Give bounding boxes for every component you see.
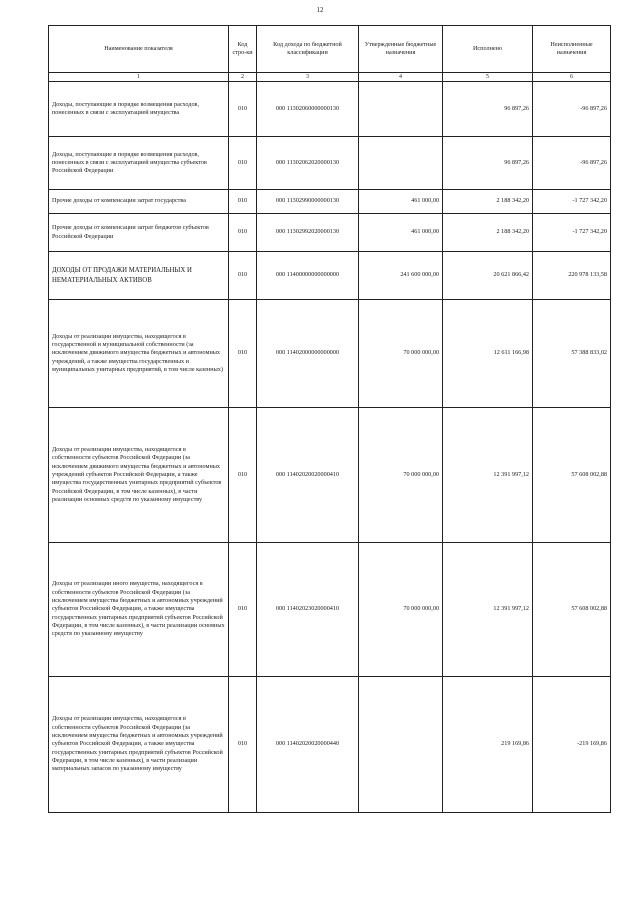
row-income-code: 000 11302992020000130 — [257, 214, 359, 252]
row-approved: 70 000 000,00 — [359, 543, 443, 677]
row-name: Доходы от реализации имущества, находящегося в государственной и муниципальной собственности (за исключением движимого имущества бюджетных и автономных учреждений, а также имущества государственных и муниципальных унитарных предприятий, в том числе казенных) — [49, 300, 229, 408]
column-number: 5 — [443, 73, 533, 82]
row-name: ДОХОДЫ ОТ ПРОДАЖИ МАТЕРИАЛЬНЫХ И НЕМАТЕРИАЛЬНЫХ АКТИВОВ — [49, 252, 229, 300]
table-row — [49, 82, 611, 137]
header-income-code: Код дохода по бюджетной классификации — [257, 26, 359, 73]
row-approved: 241 600 000,00 — [359, 252, 443, 300]
row-executed: 12 391 997,12 — [443, 408, 533, 543]
row-unexecuted: 220 978 133,58 — [533, 252, 611, 300]
row-unexecuted: 57 388 833,02 — [533, 300, 611, 408]
row-line-code: 010 — [229, 252, 257, 300]
row-name: Прочие доходы от компенсации затрат бюджетов субъектов Российской Федерации — [49, 214, 229, 252]
row-line-code: 010 — [229, 677, 257, 813]
row-approved — [359, 137, 443, 190]
column-number: 6 — [533, 73, 611, 82]
row-approved: 461 000,00 — [359, 214, 443, 252]
row-executed: 20 621 866,42 — [443, 252, 533, 300]
row-name: Доходы от реализации иного имущества, находящегося в собственности субъектов Российской Федерации (за исключением имущества бюджетных и автономных учреждений субъектов Российской Федерации, а также имущества государственных унитарных предприятий субъектов Российской Федерации, в том числе казенных), в части реализации основных средств по указанному имуществу — [49, 543, 229, 677]
row-unexecuted: 57 608 002,88 — [533, 543, 611, 677]
row-unexecuted: -96 897,26 — [533, 137, 611, 190]
row-approved: 70 000 000,00 — [359, 408, 443, 543]
row-executed: 96 897,26 — [443, 137, 533, 190]
header-row — [49, 26, 611, 73]
table-row — [49, 677, 611, 813]
row-unexecuted: -96 897,26 — [533, 82, 611, 137]
table-row — [49, 137, 611, 190]
table-row — [49, 543, 611, 677]
row-line-code: 010 — [229, 408, 257, 543]
row-approved — [359, 677, 443, 813]
table-row — [49, 300, 611, 408]
row-unexecuted: 57 608 002,88 — [533, 408, 611, 543]
header-executed: Исполнено — [443, 26, 533, 73]
header-unexecuted: Неисполненные назначения — [533, 26, 611, 73]
row-income-code: 000 11402000000000000 — [257, 300, 359, 408]
page-number: 12 — [316, 6, 324, 14]
row-executed: 219 169,86 — [443, 677, 533, 813]
row-name: Доходы от реализации имущества, находящегося в собственности субъектов Российской Федерации (за исключением имущества бюджетных и автономных учреждений субъектов Российской Федерации, а также имущества государственных унитарных предприятий субъектов Российской Федерации, в том числе казенных), в части реализации материальных запасов по указанному имуществу — [49, 677, 229, 813]
table-row — [49, 252, 611, 300]
row-line-code: 010 — [229, 190, 257, 214]
row-name: Доходы, поступающие в порядке возмещения расходов, понесенных в связи с эксплуатацией имущества субъектов Российской Федерации — [49, 137, 229, 190]
column-number-row — [49, 73, 611, 82]
column-number: 3 — [257, 73, 359, 82]
row-executed: 12 391 997,12 — [443, 543, 533, 677]
column-number: 1 — [49, 73, 229, 82]
header-line-code: Код стро-ки — [229, 26, 257, 73]
row-income-code: 000 11400000000000000 — [257, 252, 359, 300]
row-line-code: 010 — [229, 82, 257, 137]
row-unexecuted: -1 727 342,20 — [533, 214, 611, 252]
row-approved — [359, 82, 443, 137]
row-income-code: 000 11302990000000130 — [257, 190, 359, 214]
column-number: 2 — [229, 73, 257, 82]
row-executed: 2 188 342,20 — [443, 190, 533, 214]
row-name: Доходы от реализации имущества, находящегося в собственности субъектов Российской Федерации (за исключением движимого имущества бюджетных и автономных учреждений субъектов Российской Федерации, а также имущества государственных унитарных предприятий субъектов Российской Федерации, в том числе казенных), в части реализации основных средств по указанному имуществу — [49, 408, 229, 543]
row-income-code: 000 11402020020000440 — [257, 677, 359, 813]
row-executed: 12 611 166,98 — [443, 300, 533, 408]
row-line-code: 010 — [229, 214, 257, 252]
row-approved: 70 000 000,00 — [359, 300, 443, 408]
row-approved: 461 000,00 — [359, 190, 443, 214]
table-row — [49, 190, 611, 214]
row-line-code: 010 — [229, 543, 257, 677]
row-unexecuted: -219 169,86 — [533, 677, 611, 813]
header-name: Наименование показателя — [49, 26, 229, 73]
table-row — [49, 214, 611, 252]
row-name: Доходы, поступающие в порядке возмещения расходов, понесенных в связи с эксплуатацией имущества — [49, 82, 229, 137]
income-report-table — [48, 25, 611, 813]
header-approved: Утвержденные бюджетные назначения — [359, 26, 443, 73]
table-row — [49, 408, 611, 543]
row-income-code: 000 11402020020000410 — [257, 408, 359, 543]
row-income-code: 000 11302062020000130 — [257, 137, 359, 190]
row-income-code: 000 11402023020000410 — [257, 543, 359, 677]
row-unexecuted: -1 727 342,20 — [533, 190, 611, 214]
row-executed: 2 188 342,20 — [443, 214, 533, 252]
row-line-code: 010 — [229, 137, 257, 190]
column-number: 4 — [359, 73, 443, 82]
row-income-code: 000 11302060000000130 — [257, 82, 359, 137]
row-name: Прочие доходы от компенсации затрат государства — [49, 190, 229, 214]
row-line-code: 010 — [229, 300, 257, 408]
row-executed: 96 897,26 — [443, 82, 533, 137]
